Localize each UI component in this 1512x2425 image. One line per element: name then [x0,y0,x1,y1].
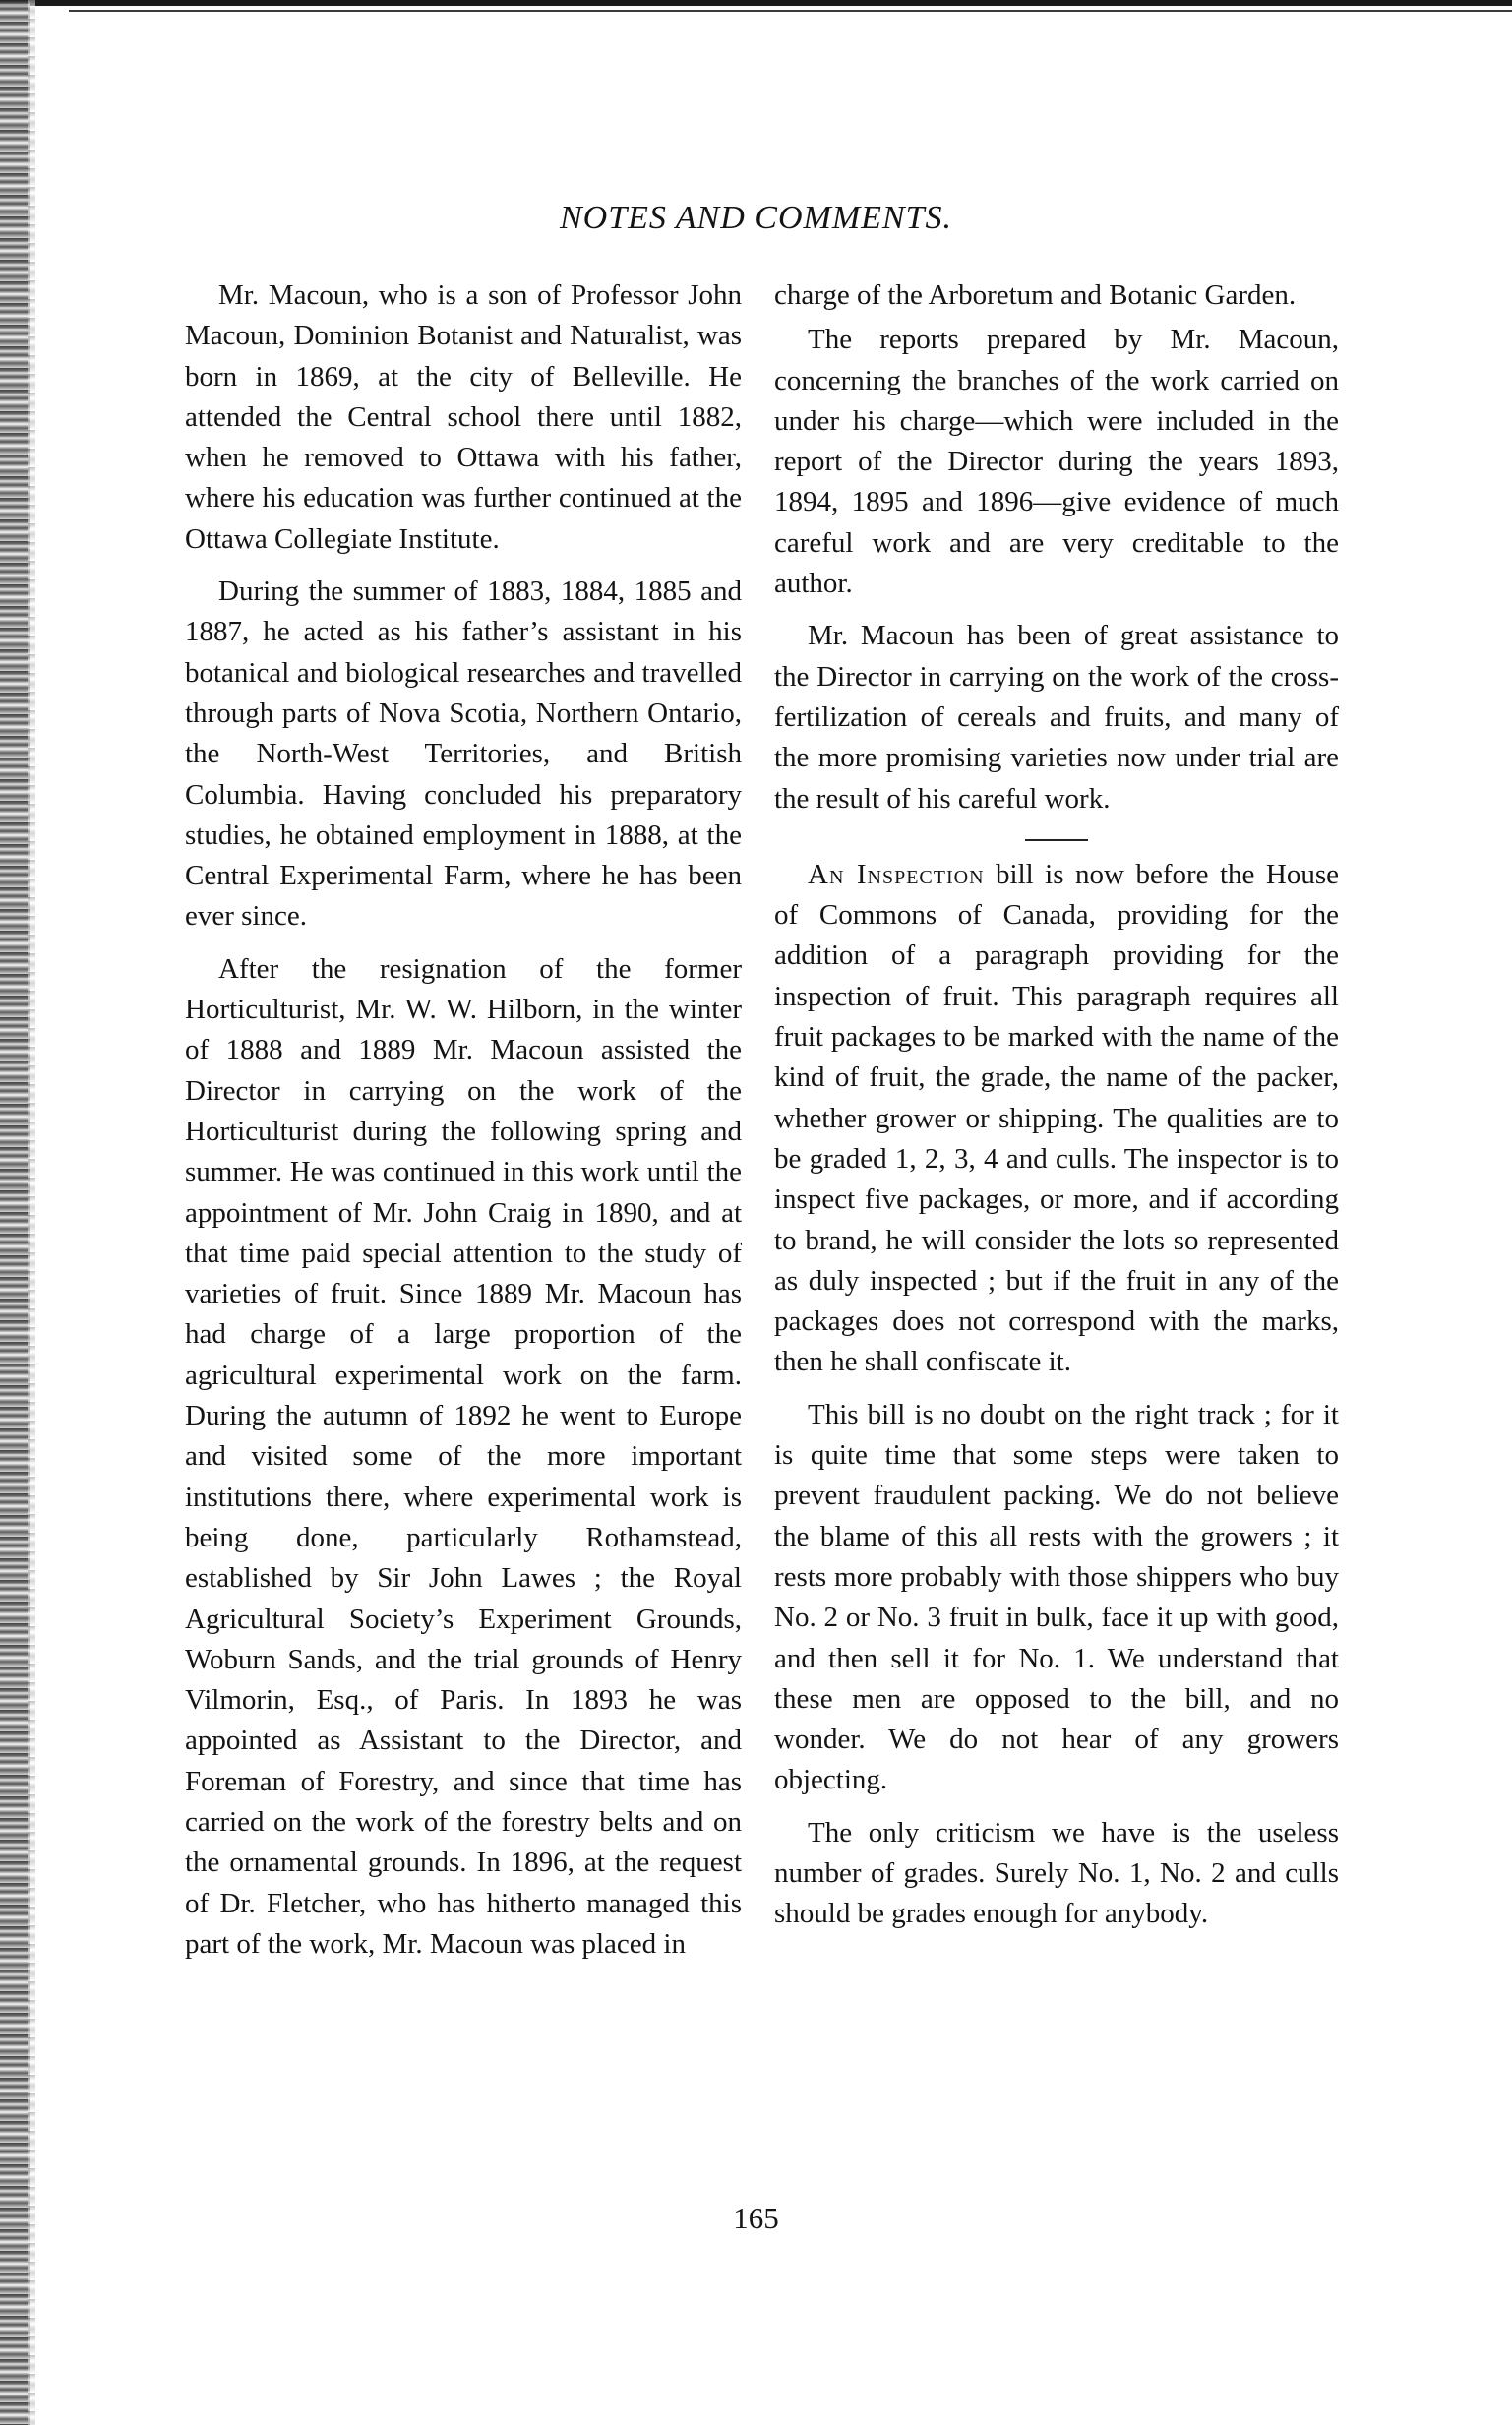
paragraph-criticism-grades: The only criticism we have is the useless number of grades. Surely No. 1, No. 2 and culls should be grades enough for anybody. [774,1816,1339,1930]
paragraph-cross-fertilization: Mr. Macoun has been of great assistance to the Director in carrying on the work of the cross-fertilization of cereals and fruits, and many of the more promising varieties now under trial are the result of his careful work. [774,620,1339,815]
paragraph-arboretum-continuation: charge of the Arboretum and Botanic Garden. [774,279,1297,311]
section-divider [1025,839,1088,841]
left-column [185,275,742,1965]
paragraph-bill-right-track: This bill is no doubt on the right track ; for it is quite time that some steps were taken to prevent fraudulent packing. We do not believe the blame of this all rests with the growers ; it rests more probably with those shippers who buy No. 2 or No. 3 fruit in bulk, face it up with good, and then sell it for No. 1. We understand that these men are opposed to the bill, and no wonder. We do not hear of any growers objecting. [774,1398,1339,1796]
paragraph-reports: The reports prepared by Mr. Macoun, concerning the branches of the work carried on under his charge—which were included in the report of the Director during the years 1893, 1894, 1895 and 1896—give evidence of much careful work and are very creditable to the author. [774,324,1339,600]
paragraph-macoun-career: After the resignation of the former Horticulturist, Mr. W. W. Hilborn, in the winter of 1888 and 1889 Mr. Macoun assisted the Director in carrying on the work of the Horticulturist during the following spring and summer. He was continued in this work until the appointment of Mr. John Craig in 1890, and at that time paid special attention to the study of varieties of fruit. Since 1889 Mr. Macoun has had charge of a large proportion of the agricultural experimental work on the farm. During the autumn of 1892 he went to Europe and visited some of the more important institutions there, where experimental work is being done, particularly Rothamstead, established by Sir John Lawes ; the Royal Agricultural Society’s Experiment Grounds, Woburn Sands, and the trial grounds of Henry Vilmorin, Esq., of Paris. In 1893 he was appointed as Assistant to the Director, and Foreman of Forestry, and since that time has carried on the work of the forestry belts and on the ornamental grounds. In 1896, at the request of Dr. Fletcher, who has hitherto managed this part of the work, Mr. Macoun was placed in [185,952,742,1960]
page-number: 165 [733,2201,779,2235]
paragraph-macoun-assistant: During the summer of 1883, 1884, 1885 and 1887, he acted as his father’s assistant in his botanical and biological researches and travelled through parts of Nova Scotia, Northern Ontario, the North-West Territories, and British Columbia. Having concluded his preparatory studies, he obtained employment in 1888, at the Central Experimental Farm, where he has been ever since. [185,576,742,933]
inspection-bill-text: bill is now before the House of Commons of Canada, providing for the addition of a paragraph providing for the inspection of fruit. This paragraph requires all fruit packages to be marked with the name of the kind of fruit, the grade, the name of the packer, whether grower or shipping. The qualities are to be graded 1, 2, 3, 4 and culls. The inspector is to inspect five packages, or more, and if according to brand, he will consider the lots so represented as duly inspected ; but if the fruit in any of the packages does not correspond with the marks, then he shall confiscate it. [774,858,1339,1378]
paragraph-inspection-bill [774,855,1339,1383]
right-column [774,275,1339,1935]
top-border-rule-inner [69,10,1512,12]
top-border-rule [0,0,1512,6]
page-binding-edge-shadow [28,0,35,2425]
page-binding-edge [0,0,30,2425]
paragraph-macoun-birth: Mr. Macoun, who is a son of Professor John Macoun, Dominion Botanist and Naturalist, was born in 1869, at the city of Belleville. He attended the Central school there until 1882, when he removed to Ottawa with his father, where his education was further continued at the Ottawa Collegiate Institute. [185,279,742,555]
running-header: NOTES AND COMMENTS. [559,200,953,236]
inspection-lead-in: An Inspection [808,858,985,890]
